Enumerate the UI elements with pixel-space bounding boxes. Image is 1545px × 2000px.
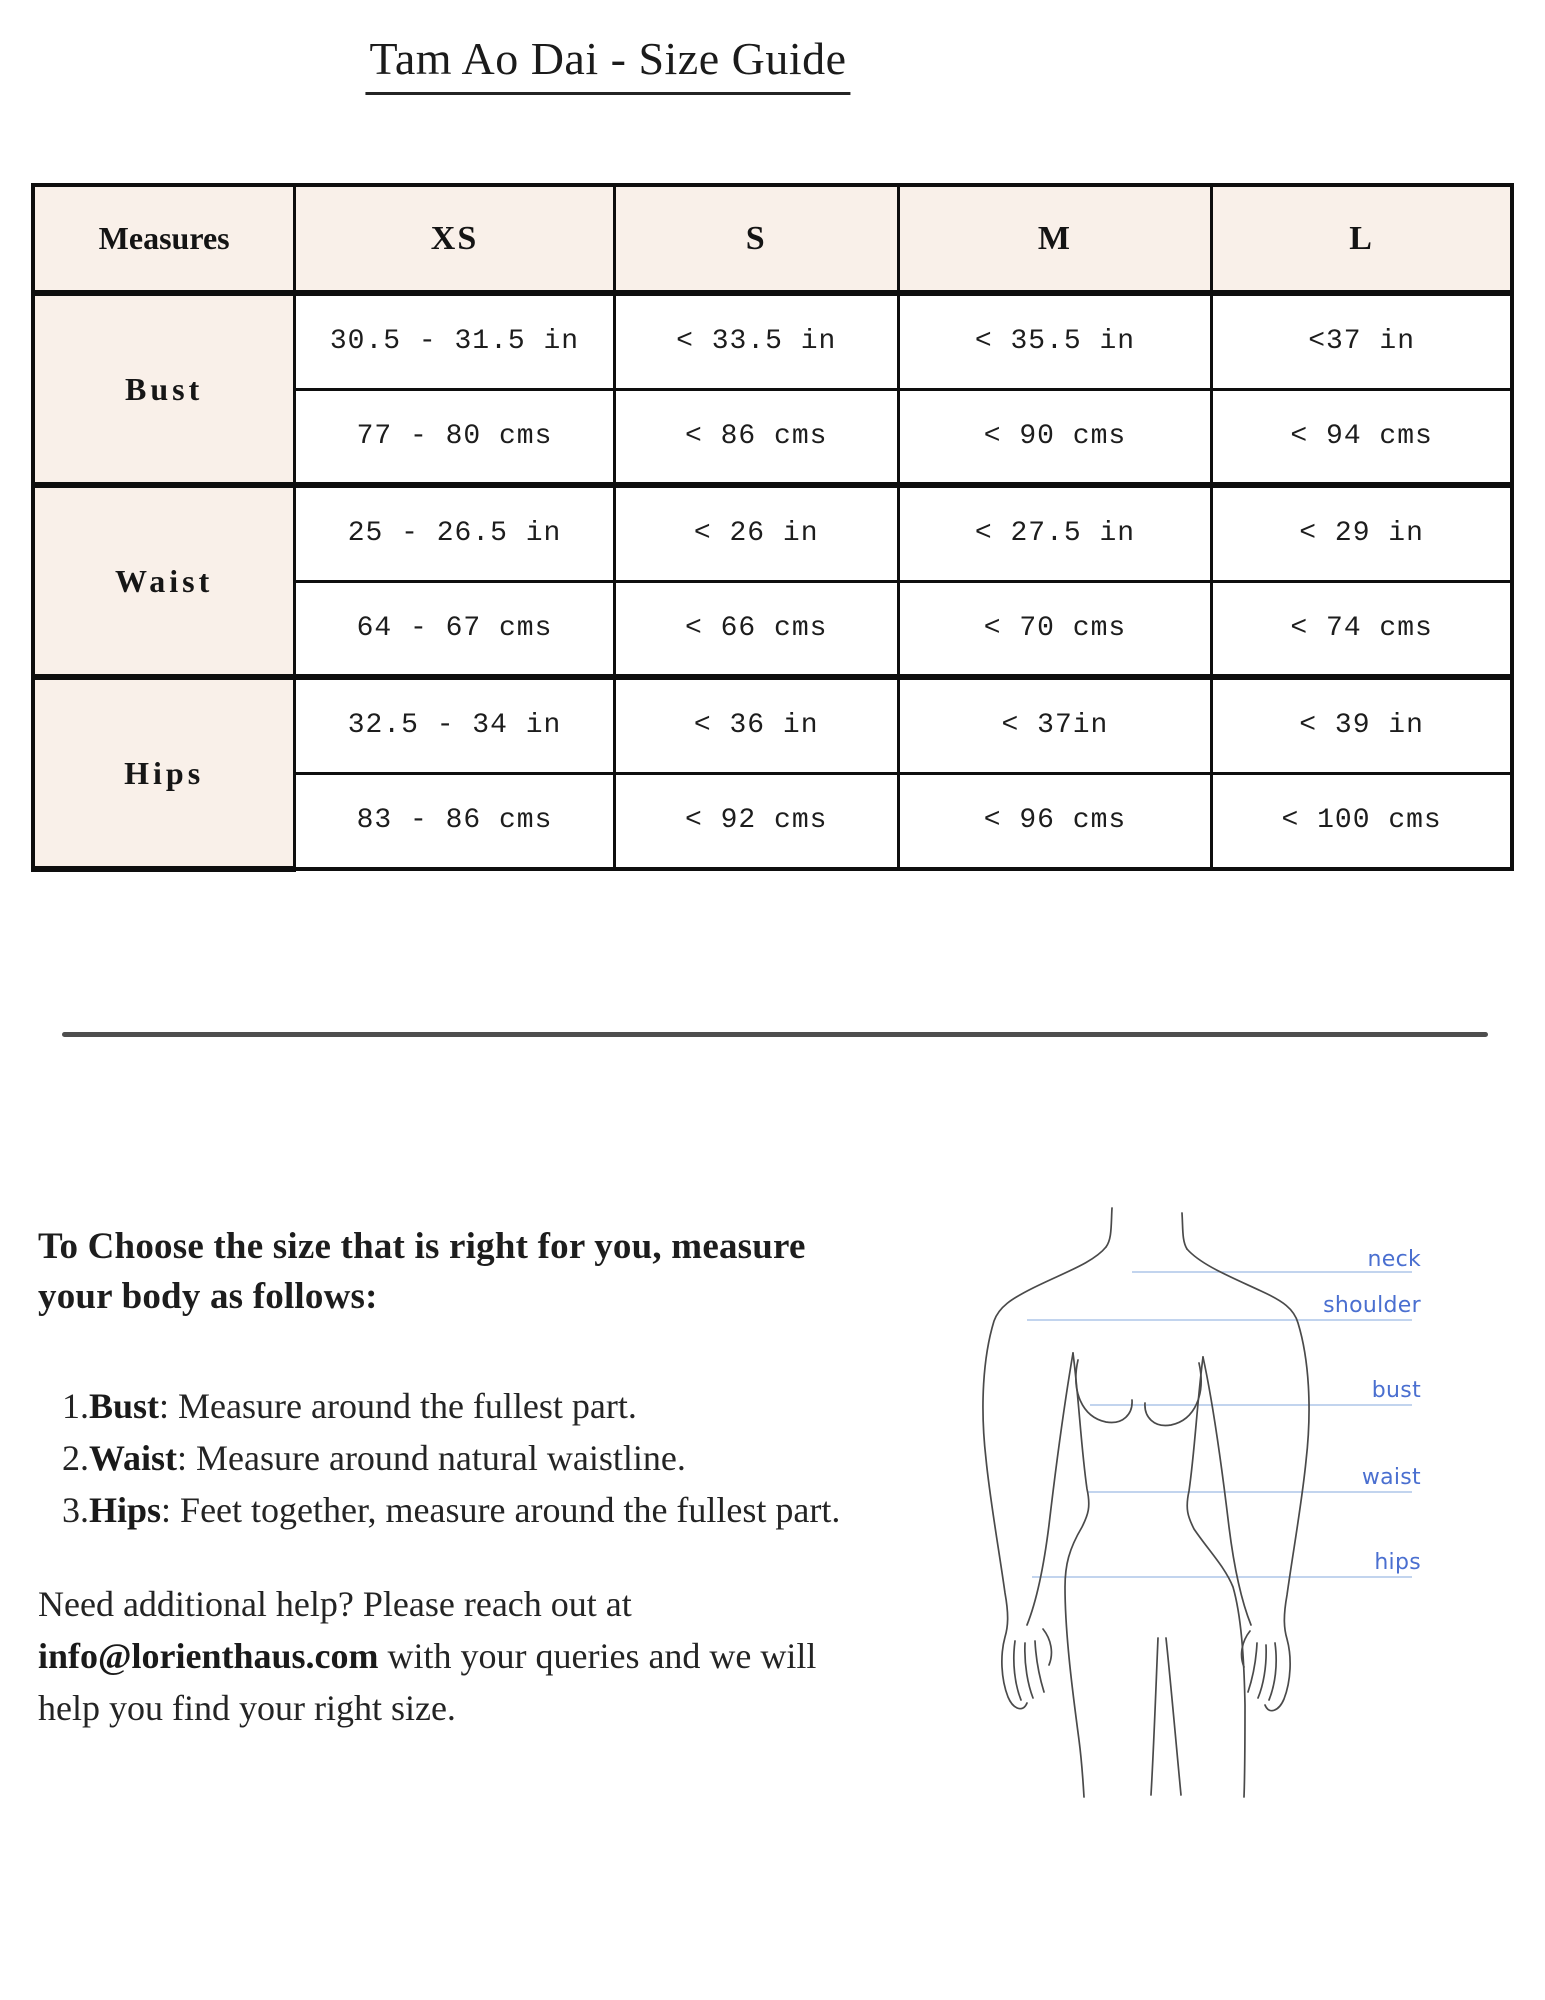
step-text: : Measure around natural waistline. [177, 1438, 686, 1478]
step-text: : Measure around the fullest part. [159, 1386, 637, 1426]
cell-bust-s-cms: < 86 cms [614, 389, 898, 485]
cell-hips-s-inches: < 36 in [614, 677, 898, 773]
col-header-measures: Measures [33, 185, 295, 293]
cell-waist-m-inches: < 27.5 in [898, 485, 1212, 581]
cell-waist-l-inches: < 29 in [1212, 485, 1512, 581]
neck-label: neck [1367, 1247, 1421, 1272]
cell-bust-l-inches: <37 in [1212, 293, 1512, 389]
page-title: Tam Ao Dai - Size Guide [365, 32, 850, 95]
bust-inches-row [33, 293, 1512, 389]
step-bust [62, 1380, 860, 1432]
size-table-header-row [33, 185, 1512, 293]
female-body-outline [983, 1208, 1309, 1797]
cell-waist-l-cms: < 74 cms [1212, 581, 1512, 677]
cell-hips-xs-cms: 83 - 86 cms [295, 773, 614, 869]
col-header-l: L [1212, 185, 1512, 293]
step-term: Waist [89, 1438, 178, 1478]
cell-hips-l-cms: < 100 cms [1212, 773, 1512, 869]
measure-steps-list [62, 1380, 860, 1536]
step-term: Hips [89, 1490, 162, 1530]
cell-hips-xs-inches: 32.5 - 34 in [295, 677, 614, 773]
col-header-m: M [898, 185, 1212, 293]
help-email: info@lorienthaus.com [38, 1636, 379, 1676]
help-paragraph [38, 1578, 860, 1734]
cell-bust-s-inches: < 33.5 in [614, 293, 898, 389]
cell-waist-s-cms: < 66 cms [614, 581, 898, 677]
body-outline-svg [975, 1195, 1445, 1810]
step-number: 1. [62, 1386, 89, 1426]
hips-label: hips [1374, 1550, 1421, 1575]
help-text-after: with your queries and we will help you find your right size. [38, 1636, 817, 1728]
cell-bust-l-cms: < 94 cms [1212, 389, 1512, 485]
size-table [31, 183, 1514, 872]
step-hips [62, 1484, 860, 1536]
step-term: Bust [89, 1386, 160, 1426]
cell-bust-m-inches: < 35.5 in [898, 293, 1212, 389]
shoulder-label: shoulder [1323, 1293, 1421, 1318]
cell-bust-xs-inches: 30.5 - 31.5 in [295, 293, 614, 389]
body-measurement-figure [975, 1195, 1445, 1810]
hips-inches-row [33, 677, 1512, 773]
cell-hips-l-inches: < 39 in [1212, 677, 1512, 773]
size-table-container [31, 183, 1514, 872]
cell-waist-xs-inches: 25 - 26.5 in [295, 485, 614, 581]
cell-hips-s-cms: < 92 cms [614, 773, 898, 869]
step-text: : Feet together, measure around the fullest part. [161, 1490, 841, 1530]
row-header-waist: Waist [33, 485, 295, 677]
cell-waist-m-cms: < 70 cms [898, 581, 1212, 677]
cell-waist-xs-cms: 64 - 67 cms [295, 581, 614, 677]
cell-hips-m-inches: < 37in [898, 677, 1212, 773]
cell-bust-xs-cms: 77 - 80 cms [295, 389, 614, 485]
instructions-heading: To Choose the size that is right for you, measure your body as follows: [38, 1226, 806, 1317]
cell-bust-m-cms: < 90 cms [898, 389, 1212, 485]
step-number: 2. [62, 1438, 89, 1478]
cell-waist-s-inches: < 26 in [614, 485, 898, 581]
step-waist [62, 1432, 860, 1484]
row-header-hips: Hips [33, 677, 295, 869]
help-text-before: Need additional help? Please reach out at [38, 1584, 632, 1624]
cell-hips-m-cms: < 96 cms [898, 773, 1212, 869]
row-header-bust: Bust [33, 293, 295, 485]
waist-label: waist [1361, 1465, 1421, 1490]
section-divider [62, 1032, 1488, 1037]
step-number: 3. [62, 1490, 89, 1530]
instructions-block [38, 1222, 860, 1734]
col-header-s: S [614, 185, 898, 293]
bust-label: bust [1371, 1378, 1421, 1403]
col-header-xs: XS [295, 185, 614, 293]
waist-inches-row [33, 485, 1512, 581]
